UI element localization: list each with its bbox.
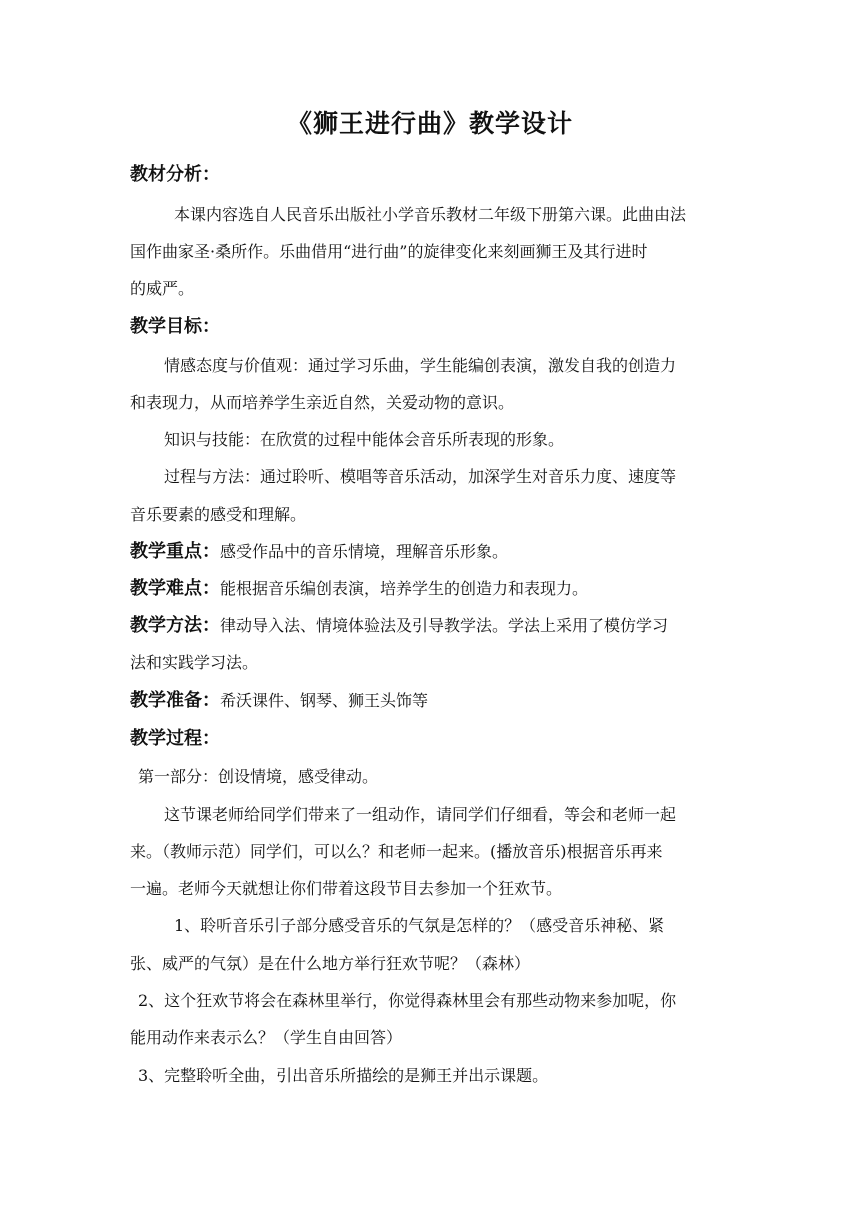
process-line-6: 张、威严的气氛）是在什么地方举行狂欢节呢？（森林） — [130, 954, 531, 973]
analysis-line-2: 国作曲家圣·桑所作。乐曲借用“进行曲”的旋律变化来刻画狮王及其行进时 — [130, 242, 648, 261]
process-heading: 教学过程： — [130, 728, 220, 749]
process-line-3: 来。（教师示范）同学们，可以么？和老师一起来。(播放音乐)根据音乐再来 — [130, 842, 663, 861]
difficulties-row — [130, 578, 588, 600]
analysis-line-1: 本课内容选自人民音乐出版社小学音乐教材二年级下册第六课。此曲由法 — [174, 205, 687, 224]
process-line-4: 一遍。老师今天就想让你们带着这段节目去参加一个狂欢节。 — [130, 879, 563, 898]
objectives-heading: 教学目标： — [130, 316, 220, 337]
key-points-heading: 教学重点： — [130, 541, 220, 562]
methods-line-2: 法和实践学习法。 — [130, 653, 259, 672]
methods-text: 律动导入法、情境体验法及引导教学法。学法上采用了模仿学习 — [220, 616, 669, 635]
process-line-5: 1、聆听音乐引子部分感受音乐的气氛是怎样的？（感受音乐神秘、紧 — [174, 916, 665, 935]
analysis-heading: 教材分析： — [130, 164, 220, 185]
objectives-line-1: 情感态度与价值观：通过学习乐曲，学生能编创表演，激发自我的创造力 — [164, 356, 677, 375]
objectives-line-2: 和表现力，从而培养学生亲近自然，关爱动物的意识。 — [130, 393, 515, 412]
process-line-2: 这节课老师给同学们带来了一组动作，请同学们仔细看，等会和老师一起 — [164, 805, 677, 824]
difficulties-heading: 教学难点： — [130, 578, 220, 599]
process-line-7: 2、这个狂欢节将会在森林里举行，你觉得森林里会有那些动物来参加呢，你 — [138, 991, 677, 1010]
process-line-8: 能用动作来表示么？（学生自由回答） — [130, 1028, 403, 1047]
analysis-line-3: 的威严。 — [130, 279, 195, 298]
preparation-heading: 教学准备： — [130, 690, 220, 711]
key-points-text: 感受作品中的音乐情境，理解音乐形象。 — [220, 542, 509, 561]
process-line-9: 3、完整聆听全曲，引出音乐所描绘的是狮王并出示课题。 — [138, 1066, 549, 1085]
methods-row — [130, 615, 668, 637]
key-points-row — [130, 541, 508, 563]
preparation-row — [130, 690, 428, 712]
process-line-1: 第一部分：创设情境，感受律动。 — [138, 767, 379, 786]
objectives-line-3: 知识与技能：在欣赏的过程中能体会音乐所表现的形象。 — [164, 430, 565, 449]
objectives-line-5: 音乐要素的感受和理解。 — [130, 505, 307, 524]
objectives-line-4: 过程与方法：通过聆听、模唱等音乐活动，加深学生对音乐力度、速度等 — [164, 467, 677, 486]
document-title: 《狮王进行曲》教学设计 — [286, 109, 573, 138]
difficulties-text: 能根据音乐编创表演，培养学生的创造力和表现力。 — [220, 579, 589, 598]
methods-heading: 教学方法： — [130, 615, 220, 636]
preparation-text: 希沃课件、钢琴、狮王头饰等 — [220, 691, 429, 710]
